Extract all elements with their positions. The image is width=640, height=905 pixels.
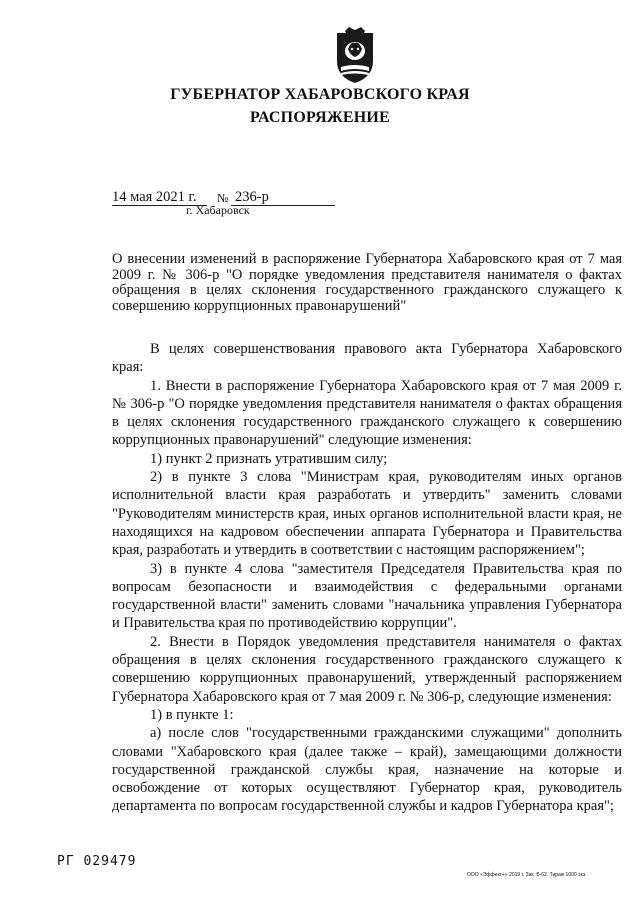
clause-paragraph: 2) в пункте 3 слова "Министрам края, руководителям иных органов исполнительной власти края разработать и утвердить" заменить словами "Руководителям министерств края, иных органов исполнительной власти края, не находящихся на кадровом обеспечении аппарата Губернатора и Правительства края, разработать и утвердить в соответствии с настоящим распоряжением"; xyxy=(112,469,622,559)
issuer-title: ГУБЕРНАТОР ХАБАРОВСКОГО КРАЯ xyxy=(170,86,470,103)
coat-of-arms-emblem xyxy=(333,27,377,85)
document-type: РАСПОРЯЖЕНИЕ xyxy=(250,109,390,126)
document-number: 236-р xyxy=(235,189,269,205)
issue-city: г. Хабаровск xyxy=(186,203,250,217)
document-body xyxy=(112,340,622,816)
clause-paragraph: 1. Внести в распоряжение Губернатора Хабаровского края от 7 мая 2009 г. № 306-р "О порядке уведомления представителя нанимателя о фактах обращения в целях склонения государственного гражданского служащего к совершению коррупционных правонарушений" следующие изменения: xyxy=(112,377,622,449)
printer-imprint: ООО «Эффект+» 2019 г. Зак. Б-62. Тираж 1000 экз. xyxy=(467,872,587,878)
preamble-paragraph: В целях совершенствования правового акта Губернатора Хабаровского края: xyxy=(112,341,622,376)
clause-paragraph: 3) в пункте 4 слова "заместителя Председателя Правительства края по вопросам безопасности и взаимодействия с федеральными органами государственной власти" заменить словами "начальника управления Губернатора и Правительства края по противодействию коррупции". xyxy=(112,560,622,632)
clause-paragraph: а) после слов "государственными гражданскими служащими" дополнить словами "Хабаровского края (далее также – край), замещающими должности государственной гражданской службы края, назначение на которые и освобождение от которых осуществляют Губернатор края, руководитель департамента по вопросам государственной службы и кадров Губернатора края"; xyxy=(112,725,622,815)
clause-paragraph: 1) в пункте 1: xyxy=(150,706,234,723)
document-subject: О внесении изменений в распоряжение Губернатора Хабаровского края от 7 мая 2009 г. № 306-р "О порядке уведомления представителя нанимателя о фактах обращения в целях склонения государственного гражданского служащего к совершению коррупционных правонарушений" xyxy=(112,251,622,314)
number-label: № xyxy=(217,191,229,205)
clause-paragraph: 2. Внести в Порядок уведомления представителя нанимателя о фактах обращения в целях склонения государственного гражданского служащего к совершению коррупционных правонарушений, утвержденный распоряжением Губернатора Хабаровского края от 7 мая 2009 г. № 306-р, следующие изменения: xyxy=(112,633,622,705)
document-date: 14 мая 2021 г. xyxy=(112,189,197,205)
clause-paragraph: 1) пункт 2 признать утратившим силу; xyxy=(150,450,388,467)
form-serial-code: РГ 029479 xyxy=(57,854,137,869)
